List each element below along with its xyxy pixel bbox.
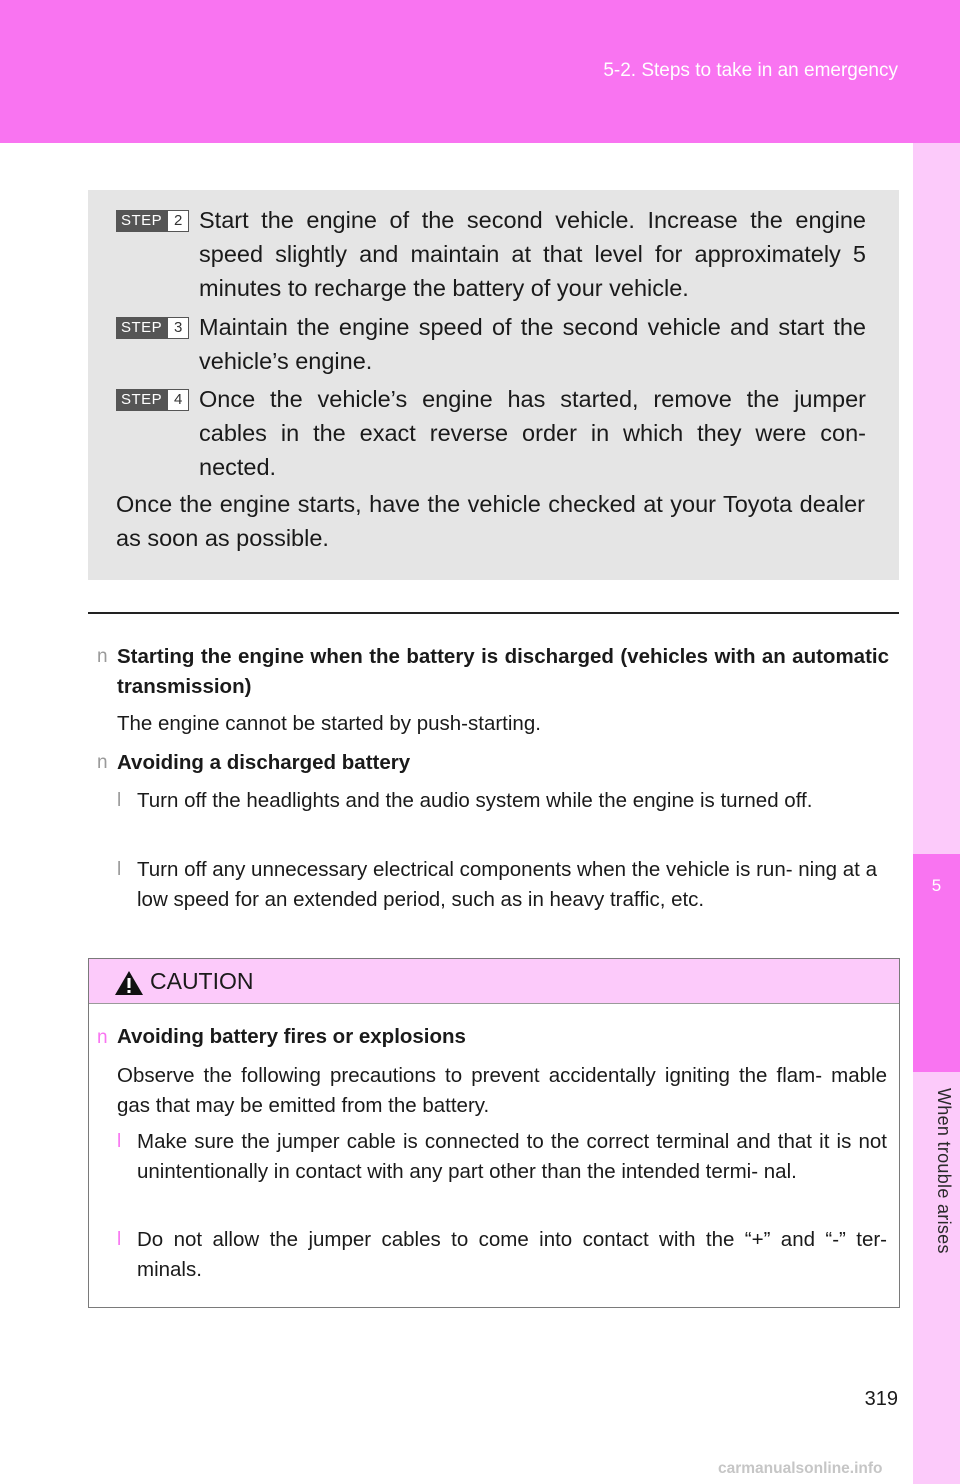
step-badge-label: STEP [116,389,167,411]
watermark: carmanualsonline.info [718,1460,883,1477]
list-item: Turn off the headlights and the audio system while the engine is turned off. [137,789,813,812]
step-badge-label: STEP [116,317,167,339]
caution-box [88,958,900,1308]
page-header [0,0,960,143]
chapter-title: When trouble arises [934,1088,954,1254]
caution-heading: Avoiding battery fires or explosions [117,1025,466,1048]
chapter-number-block [913,854,960,1072]
note-bullet: n [97,752,108,773]
step-text: Start the engine of the second vehicle. Increase the engine speed slightly and maintain at that level for approximately 5 minutes to recharge the battery of your vehicle. [199,207,866,301]
note-body-push-start: The engine cannot be started by push-starting. [117,712,541,735]
step-badge-number: 3 [167,317,189,339]
chapter-number: 5 [931,876,942,895]
note-heading-discharged-battery: Avoiding a discharged battery [117,751,411,774]
caution-header [89,959,899,1004]
step-3 [116,310,866,378]
caution-title: CAUTION [150,968,254,994]
steps-box [88,190,899,580]
step-4 [116,382,866,484]
list-item: Turn off any unnecessary electrical components when the vehicle is run- ning at a low speed for an extended period, such as in heavy traffic, etc. [137,858,877,911]
caution-intro: Observe the following precautions to prevent accidentally igniting the flam- mable gas that may be emitted from the battery. [117,1064,887,1117]
step-badge [116,317,189,339]
step-2 [116,203,866,305]
list-bullet: l [117,790,122,811]
step-badge-label: STEP [116,210,167,232]
chapter-side-tab[interactable] [913,143,960,1484]
closing-text: Once the engine starts, have the vehicle checked at your Toyota dealer as soon as possible. [116,491,865,551]
page-number: 319 [864,1388,898,1410]
step-badge-number: 2 [167,210,189,232]
section-title: 5-2. Steps to take in an emergency [603,60,898,81]
caution-list-bullet: l [117,1229,122,1250]
step-badge [116,389,189,411]
step-badge-number: 4 [167,389,189,411]
list-bullet: l [117,859,122,880]
caution-item: Do not allow the jumper cables to come into contact with the “+” and “-” ter- minals. [137,1228,887,1281]
step-badge [116,210,189,232]
step-text: Once the vehicle’s engine has started, remove the jumper cables in the exact reverse order in which they were con- nected. [199,386,866,480]
note-bullet: n [97,646,108,667]
warning-triangle-icon [114,970,144,996]
caution-list-bullet: l [117,1131,122,1152]
caution-bullet: n [97,1027,108,1048]
note-heading-push-start: Starting the engine when the battery is discharged (vehicles with an automatic transmission) [117,645,889,698]
step-text: Maintain the engine speed of the second vehicle and start the vehicle’s engine. [199,314,866,374]
caution-item: Make sure the jumper cable is connected to the correct terminal and that it is not unintentionally in contact with any part other than the intended termi- nal. [137,1130,887,1183]
section-divider [88,612,899,614]
